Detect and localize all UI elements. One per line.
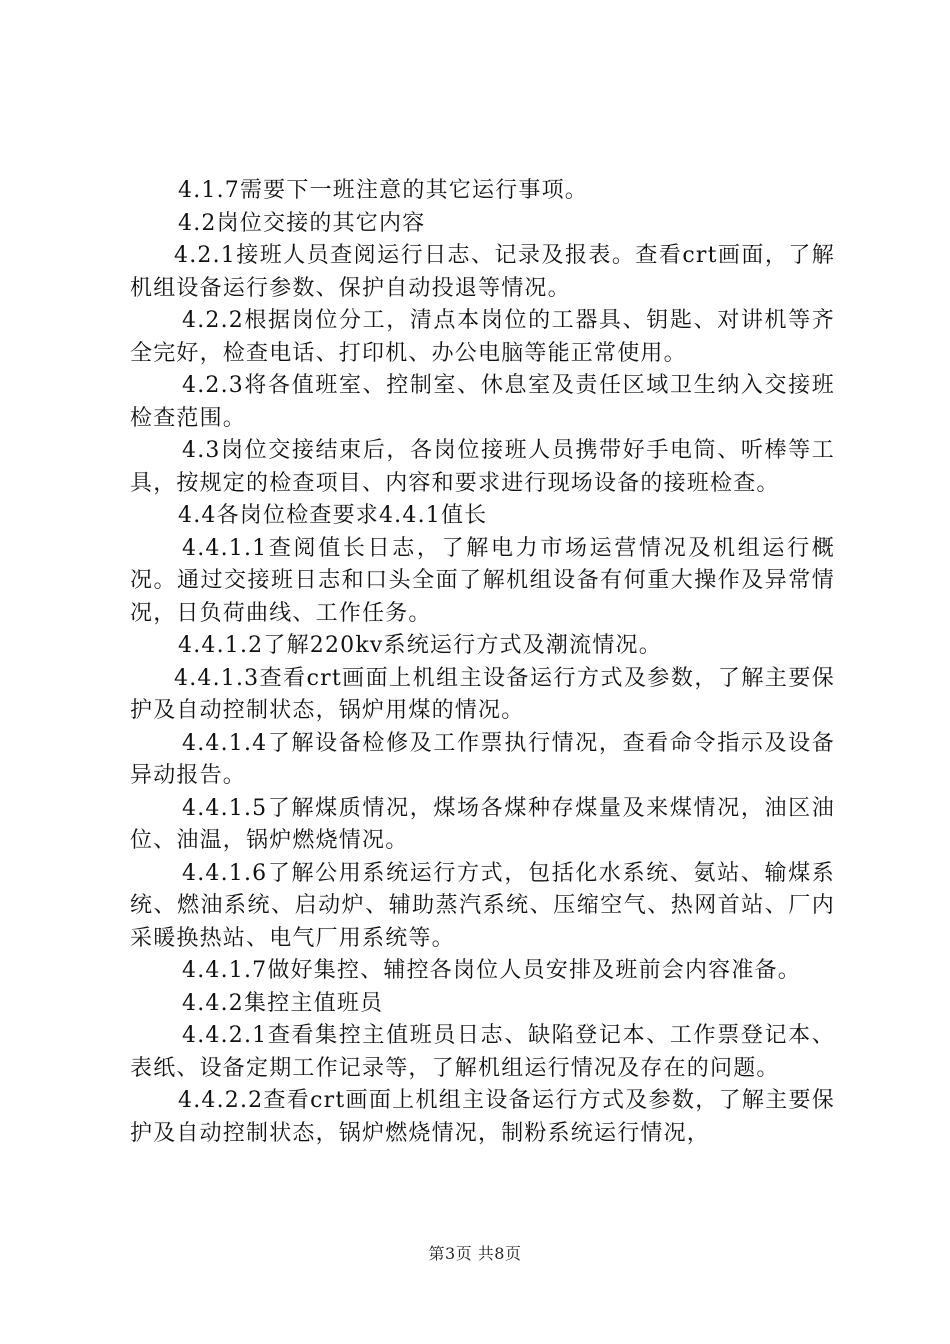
paragraph-4-3: 4.3岗位交接结束后，各岗位接班人员携带好手电筒、听棒等工具，按规定的检查项目、内容和要求进行现场设备的接班检查。 [130,438,835,496]
heading-4-4: 4.4各岗位检查要求4.4.1值长 [178,503,488,528]
paragraph-4-4-1-3: 4.4.1.3查看crt画面上机组主设备运行方式及参数，了解主要保护及自动控制状态，锅炉用煤的情况。 [130,665,835,723]
paragraph-4-2-2: 4.2.2根据岗位分工，清点本岗位的工器具、钥匙、对讲机等齐全完好，检查电话、打印机、办公电脑等能正常使用。 [130,308,835,366]
heading-4-4-2: 4.4.2集控主值班员 [182,990,384,1016]
paragraph-4-2-1: 4.2.1接班人员查阅运行日志、记录及报表。查看crt画面，了解机组设备运行参数、保护自动投退等情况。 [130,243,835,301]
paragraph-4-4-2-1: 4.4.2.1查看集控主值班员日志、缺陷登记本、工作票登记本、表纸、设备定期工作记录等，了解机组运行情况及存在的问题。 [130,1023,835,1081]
paragraph-4-4-1-4: 4.4.1.4了解设备检修及工作票执行情况，查看命令指示及设备异动报告。 [130,730,835,788]
paragraph-4-2-3: 4.2.3将各值班室、控制室、休息室及责任区域卫生纳入交接班检查范围。 [130,373,835,431]
paragraph-4-4-1-1: 4.4.1.1查阅值长日志，了解电力市场运营情况及机组运行概况。通过交接班日志和口头全面了解机组设备有何重大操作及异常情况，日负荷曲线、工作任务。 [130,535,835,626]
document-body [130,175,835,1150]
paragraph-4-4-1-2: 4.4.1.2了解220kv系统运行方式及潮流情况。 [178,633,662,658]
page-number-footer: 第3页 共8页 [428,1244,522,1263]
paragraph-4-4-1-7: 4.4.1.7做好集控、辅控各岗位人员安排及班前会内容准备。 [182,958,801,983]
paragraph-4-4-1-6: 4.4.1.6了解公用系统运行方式，包括化水系统、氨站、输煤系统、燃油系统、启动炉、辅助蒸汽系统、压缩空气、热网首站、厂内采暖换热站、电气厂用系统等。 [130,860,835,951]
paragraph-4-1-7: 4.1.7需要下一班注意的其它运行事项。 [178,178,588,203]
heading-4-2: 4.2岗位交接的其它内容 [178,210,426,236]
paragraph-4-4-2-2: 4.4.2.2查看crt画面上机组主设备运行方式及参数，了解主要保护及自动控制状态，锅炉燃烧情况，制粉系统运行情况， [130,1088,835,1146]
paragraph-4-4-1-5: 4.4.1.5了解煤质情况，煤场各煤种存煤量及来煤情况，油区油位、油温，锅炉燃烧情况。 [130,795,835,853]
